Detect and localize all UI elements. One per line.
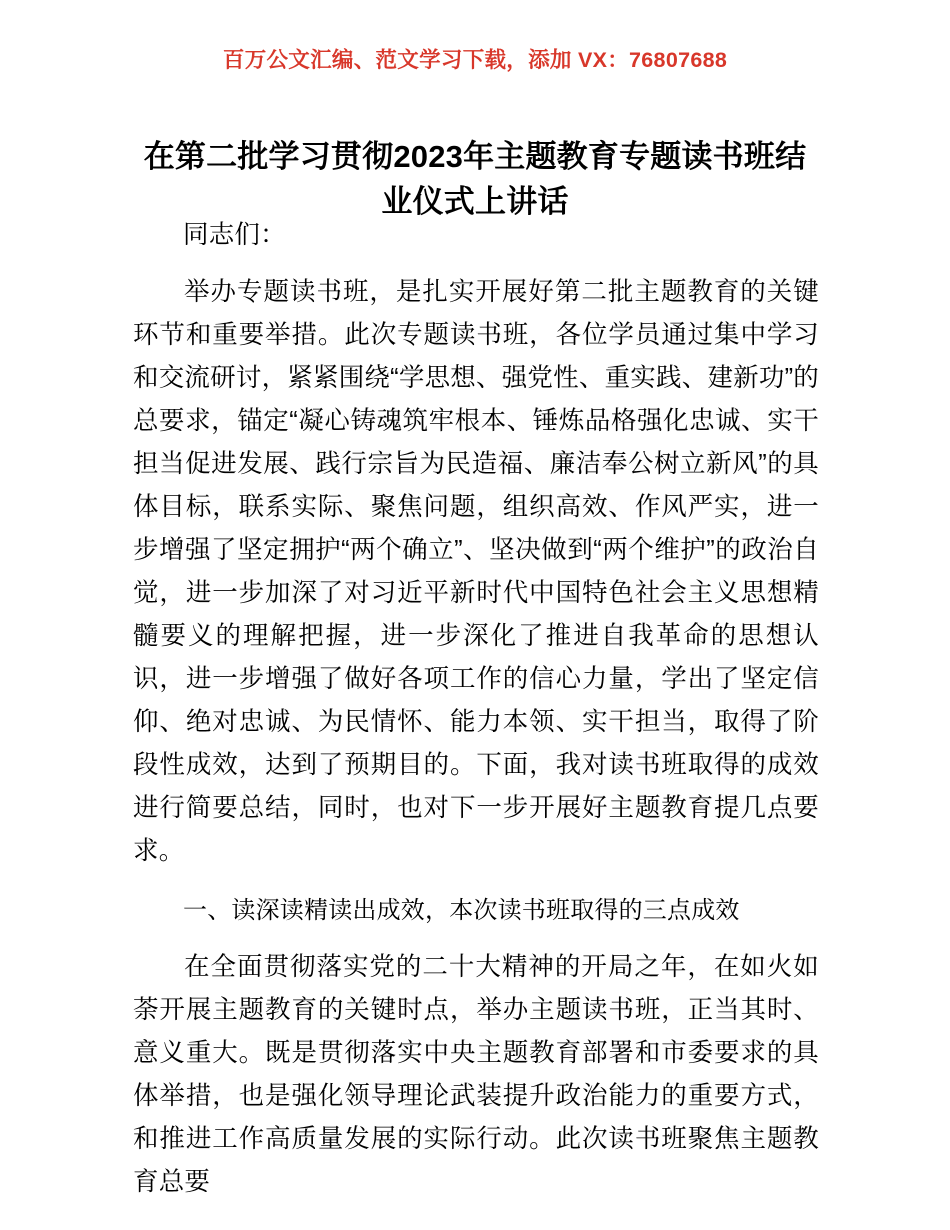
promo-banner-text: 百万公文汇编、范文学习下载，添加 VX：76807688 xyxy=(222,48,728,72)
salutation: 同志们： xyxy=(183,221,286,249)
page-title: 在第二批学习贯彻2023年主题教育专题读书班结业仪式上讲话 xyxy=(143,138,807,219)
paragraph-intro: 举办专题读书班，是扎实开展好第二批主题教育的关键环节和重要举措。此次专题读书班，各位学员通过集中学习和交流研讨，紧紧围绕“学思想、强党性、重实践、建新功”的总要求，锚定“凝心铸魂筑牢根本、锤炼品格强化忠诚、实干担当促进发展、践行宗旨为民造福、廉洁奉公树立新风”的具体目标，联系实际、聚焦问题，组织高效、作风严实，进一步增强了坚定拥护“两个确立”、坚决做到“两个维护”的政治自觉，进一步加深了对习近平新时代中国特色社会主义思想精髓要义的理解把握，进一步深化了推进自我革命的思想认识，进一步增强了做好各项工作的信心力量，学出了坚定信仰、绝对忠诚、为民情怀、能力本领、实干担当，取得了阶段性成效，达到了预期目的。下面，我对读书班取得的成效进行简要总结，同时，也对下一步开展好主题教育提几点要求。 xyxy=(133,278,819,865)
paragraph-section-one: 在全面贯彻落实党的二十大精神的开局之年，在如火如荼开展主题教育的关键时点，举办主题读书班，正当其时、意义重大。既是贯彻落实中央主题教育部署和市委要求的具体举措，也是强化领导理论武装提升政治能力的重要方式，和推进工作高质量发展的实际行动。此次读书班聚焦主题教育总要 xyxy=(133,953,819,1196)
section-heading-one: 一、读深读精读出成效，本次读书班取得的三点成效 xyxy=(183,897,740,924)
document-body xyxy=(133,214,819,1204)
